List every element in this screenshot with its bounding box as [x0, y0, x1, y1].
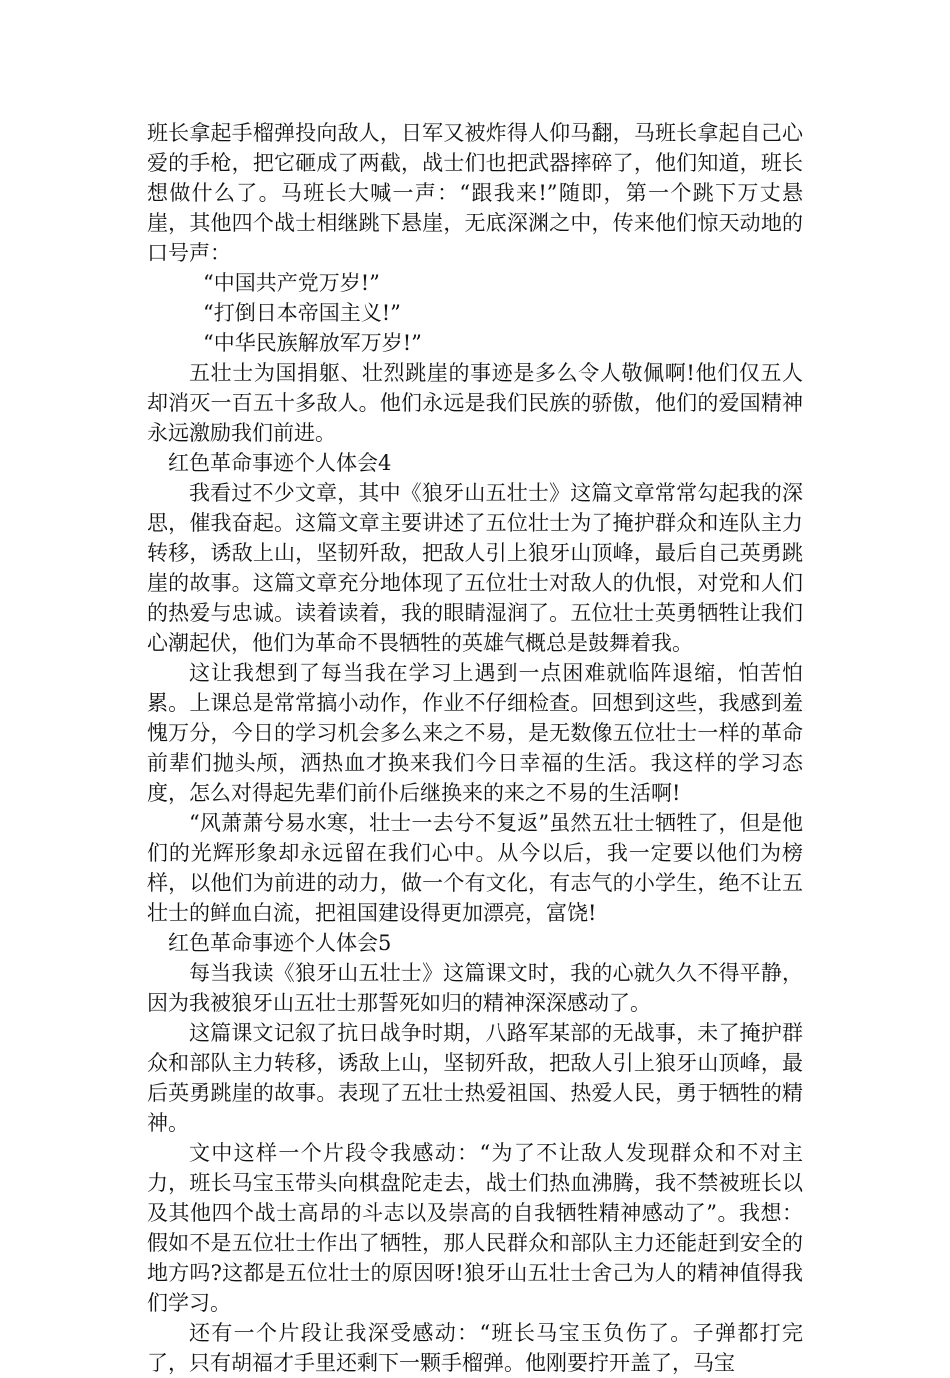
- paragraph: 班长拿起手榴弹投向敌人，日军又被炸得人仰马翻，马班长拿起自己心爱的手枪，把它砸成了两截，战士们也把武器摔碎了，他们知道，班长想做什么了。马班长大喊一声：“跟我来!”随即，第一个跳下万丈悬崖，其他四个战士相继跳下悬崖，无底深渊之中，传来他们惊天动地的口号声：: [147, 121, 803, 265]
- paragraph: 五壮士为国捐躯、壮烈跳崖的事迹是多么令人敬佩啊!他们仅五人却消灭一百五十多敌人。他们永远是我们民族的骄傲，他们的爱国精神永远激励我们前进。: [147, 361, 803, 445]
- paragraph: “风萧萧兮易水寒，壮士一去兮不复返”虽然五壮士牺牲了，但是他们的光辉形象却永远留在我们心中。从今以后，我一定要以他们为榜样，以他们为前进的动力，做一个有文化，有志气的小学生，绝不让五壮士的鲜血白流，把祖国建设得更加漂亮，富饶!: [147, 811, 803, 925]
- slogan-quote: “打倒日本帝国主义!”: [203, 301, 401, 325]
- section-heading: 红色革命事迹个人体会4: [168, 451, 392, 475]
- paragraph: 文中这样一个片段令我感动：“为了不让敌人发现群众和不对主力，班长马宝玉带头向棋盘陀走去，战士们热血沸腾，我不禁被班长以及其他四个战士高昂的斗志以及崇高的自我牺牲精神感动了”。我想：假如不是五位壮士作出了牺牲，那人民群众和部队主力还能赶到安全的地方吗?这都是五位壮士的原因呀!狼牙山五壮士舍己为人的精神值得我们学习。: [147, 1141, 803, 1315]
- paragraph: 还有一个片段让我深受感动：“班长马宝玉负伤了。子弹都打完了，只有胡福才手里还剩下一颗手榴弹。他刚要拧开盖了，马宝: [147, 1321, 803, 1375]
- slogan-quote: “中华民族解放军万岁!”: [203, 331, 422, 355]
- paragraph: 我看过不少文章，其中《狼牙山五壮士》这篇文章常常勾起我的深思，催我奋起。这篇文章主要讲述了五位壮士为了掩护群众和连队主力转移，诱敌上山，坚韧歼敌，把敌人引上狼牙山顶峰，最后自己英勇跳崖的故事。这篇文章充分地体现了五位壮士对敌人的仇恨，对党和人们的热爱与忠诚。读着读着，我的眼睛湿润了。五位壮士英勇牺牲让我们心潮起伏，他们为革命不畏牺牲的英雄气概总是鼓舞着我。: [147, 481, 803, 655]
- paragraph: 每当我读《狼牙山五壮士》这篇课文时，我的心就久久不得平静，因为我被狼牙山五壮士那誓死如归的精神深深感动了。: [147, 961, 803, 1015]
- paragraph: 这让我想到了每当我在学习上遇到一点困难就临阵退缩，怕苦怕累。上课总是常常搞小动作，作业不仔细检查。回想到这些，我感到羞愧万分，今日的学习机会多么来之不易，是无数像五位壮士一样的革命前辈们抛头颅，洒热血才换来我们今日幸福的生活。我这样的学习态度，怎么对得起先辈们前仆后继换来的来之不易的生活啊!: [147, 661, 803, 805]
- slogan-quote: “中国共产党万岁!”: [203, 271, 380, 295]
- section-heading: 红色革命事迹个人体会5: [168, 931, 392, 955]
- document-body: [147, 118, 803, 1378]
- paragraph: 这篇课文记叙了抗日战争时期，八路军某部的无战事，未了掩护群众和部队主力转移，诱敌上山，坚韧歼敌，把敌人引上狼牙山顶峰，最后英勇跳崖的故事。表现了五壮士热爱祖国、热爱人民，勇于牺牲的精神。: [147, 1021, 803, 1135]
